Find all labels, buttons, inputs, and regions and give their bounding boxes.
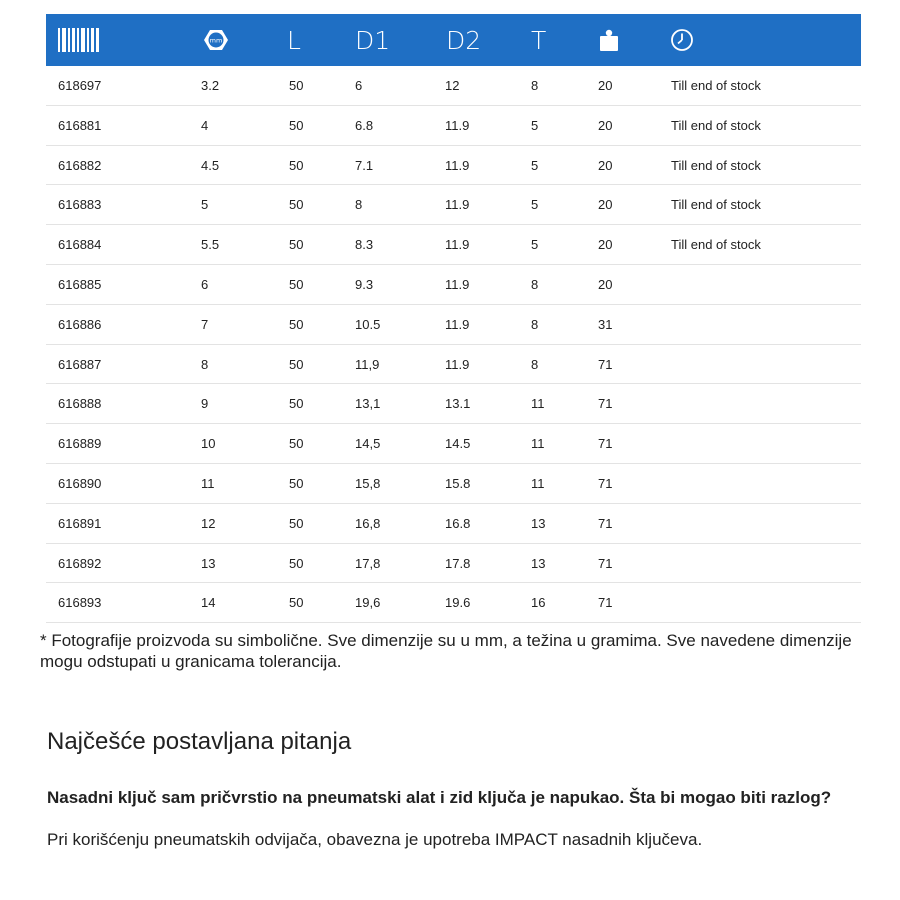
cell-article-number: 616881	[58, 117, 102, 133]
cell-size: 3.2	[201, 78, 220, 93]
cell-length: 50	[289, 356, 304, 372]
cell-weight: 71	[598, 475, 613, 491]
cell-d2: 17.8	[445, 555, 471, 571]
table-row	[46, 504, 861, 544]
cell-length: 50	[289, 117, 304, 133]
table-row	[46, 146, 861, 186]
cell-t: 8	[531, 78, 539, 93]
cell-length: 50	[289, 396, 304, 412]
footnote: * Fotografije proizvoda su simbolične. Sve dimenzije su u mm, a težina u gramima. Sve navedene dimenzije mogu odstupati u granicama tolerancija.	[40, 631, 852, 671]
cell-t: 8	[531, 276, 539, 292]
cell-length: 50	[289, 78, 304, 93]
header-l: L	[287, 25, 301, 55]
cell-size: 10	[201, 436, 216, 452]
cell-size: 11	[201, 475, 215, 491]
cell-t: 16	[531, 595, 546, 611]
cell-weight: 20	[598, 237, 613, 253]
cell-article-number: 616884	[58, 237, 102, 253]
cell-article-number: 616891	[58, 515, 102, 531]
cell-d1: 6.8	[355, 117, 374, 133]
cell-size: 7	[201, 316, 209, 332]
cell-availability: Till end of stock	[671, 237, 761, 253]
cell-d2: 11.9	[445, 316, 470, 332]
cell-availability: Till end of stock	[671, 157, 761, 173]
cell-d1: 15,8	[355, 475, 381, 491]
cell-d1: 19,6	[355, 595, 381, 611]
table-row	[46, 583, 861, 623]
cell-length: 50	[289, 475, 304, 491]
cell-size: 8	[201, 356, 209, 372]
cell-length: 50	[289, 436, 304, 452]
cell-weight: 31	[598, 316, 613, 332]
cell-length: 50	[289, 276, 304, 292]
table-row	[46, 464, 861, 504]
cell-d1: 6	[355, 78, 363, 93]
table-body	[46, 66, 861, 623]
cell-size: 9	[201, 396, 209, 412]
cell-t: 11	[531, 396, 545, 412]
barcode-icon	[58, 14, 100, 66]
cell-weight: 71	[598, 396, 613, 412]
cell-d1: 11,9	[355, 356, 380, 372]
cell-d2: 19.6	[445, 595, 471, 611]
cell-length: 50	[289, 197, 304, 213]
cell-size: 13	[201, 555, 216, 571]
cell-d2: 16.8	[445, 515, 471, 531]
cell-article-number: 618697	[58, 78, 102, 93]
table-row	[46, 225, 861, 265]
cell-t: 5	[531, 117, 539, 133]
faq-question: Nasadni ključ sam pričvrstio na pneumatski alat i zid ključa je napukao. Šta bi mogao biti razlog?	[47, 788, 832, 807]
cell-availability: Till end of stock	[671, 78, 761, 93]
svg-text:mm: mm	[209, 36, 223, 45]
cell-article-number: 616888	[58, 396, 102, 412]
cell-t: 5	[531, 237, 539, 253]
cell-d2: 13.1	[445, 396, 471, 412]
faq-title: Najčešće postavljana pitanja	[47, 728, 352, 755]
cell-d2: 11.9	[445, 117, 470, 133]
cell-length: 50	[289, 515, 304, 531]
cell-article-number: 616893	[58, 595, 102, 611]
cell-d1: 8	[355, 197, 363, 213]
table-row	[46, 66, 861, 106]
cell-size: 5	[201, 197, 209, 213]
cell-weight: 71	[598, 436, 613, 452]
cell-length: 50	[289, 555, 304, 571]
cell-t: 5	[531, 197, 539, 213]
header-d2: D2	[446, 25, 482, 55]
cell-d2: 11.9	[445, 276, 470, 292]
cell-length: 50	[289, 316, 304, 332]
cell-weight: 71	[598, 595, 613, 611]
cell-t: 13	[531, 555, 546, 571]
cell-t: 5	[531, 157, 539, 173]
cell-weight: 71	[598, 555, 613, 571]
cell-t: 8	[531, 316, 539, 332]
weight-icon	[598, 14, 620, 66]
cell-article-number: 616883	[58, 197, 102, 213]
cell-size: 14	[201, 595, 216, 611]
cell-weight: 20	[598, 157, 613, 173]
table-row	[46, 305, 861, 345]
table-row	[46, 384, 861, 424]
table-row	[46, 544, 861, 584]
header-t: T	[531, 25, 547, 55]
faq-answer: Pri korišćenju pneumatskih odvijača, obavezna je upotreba IMPACT nasadnih ključeva.	[47, 830, 703, 849]
cell-d2: 11.9	[445, 237, 470, 253]
clock-icon	[670, 14, 694, 66]
cell-d1: 17,8	[355, 555, 381, 571]
table-row	[46, 106, 861, 146]
cell-weight: 20	[598, 78, 613, 93]
cell-size: 12	[201, 515, 216, 531]
table-row	[46, 185, 861, 225]
cell-d2: 11.9	[445, 356, 470, 372]
cell-d1: 7.1	[355, 157, 374, 173]
cell-length: 50	[289, 595, 304, 611]
cell-d1: 13,1	[355, 396, 381, 412]
table-row	[46, 265, 861, 305]
cell-weight: 71	[598, 515, 613, 531]
cell-size: 5.5	[201, 237, 220, 253]
cell-d1: 9.3	[355, 276, 374, 292]
cell-d1: 8.3	[355, 237, 374, 253]
hex-mm-icon	[203, 14, 229, 66]
cell-availability: Till end of stock	[671, 197, 761, 213]
cell-length: 50	[289, 157, 304, 173]
cell-weight: 20	[598, 276, 613, 292]
cell-article-number: 616885	[58, 276, 102, 292]
cell-article-number: 616892	[58, 555, 102, 571]
cell-availability: Till end of stock	[671, 117, 761, 133]
cell-d2: 11.9	[445, 157, 470, 173]
cell-t: 8	[531, 356, 539, 372]
table-header	[46, 14, 861, 66]
cell-length: 50	[289, 237, 304, 253]
cell-size: 6	[201, 276, 209, 292]
cell-weight: 20	[598, 197, 613, 213]
table-row	[46, 424, 861, 464]
cell-article-number: 616890	[58, 475, 102, 491]
cell-weight: 20	[598, 117, 613, 133]
cell-d1: 14,5	[355, 436, 381, 452]
cell-t: 11	[531, 436, 545, 452]
cell-d1: 16,8	[355, 515, 381, 531]
cell-weight: 71	[598, 356, 613, 372]
cell-article-number: 616886	[58, 316, 102, 332]
cell-t: 13	[531, 515, 546, 531]
cell-d1: 10.5	[355, 316, 381, 332]
cell-size: 4.5	[201, 157, 220, 173]
cell-article-number: 616887	[58, 356, 102, 372]
header-d1: D1	[355, 25, 391, 55]
spec-table	[46, 14, 861, 623]
cell-article-number: 616882	[58, 157, 102, 173]
cell-d2: 12	[445, 78, 460, 93]
cell-size: 4	[201, 117, 209, 133]
cell-t: 11	[531, 475, 545, 491]
cell-d2: 15.8	[445, 475, 471, 491]
table-row	[46, 345, 861, 385]
cell-d2: 11.9	[445, 197, 470, 213]
cell-article-number: 616889	[58, 436, 102, 452]
cell-d2: 14.5	[445, 436, 471, 452]
